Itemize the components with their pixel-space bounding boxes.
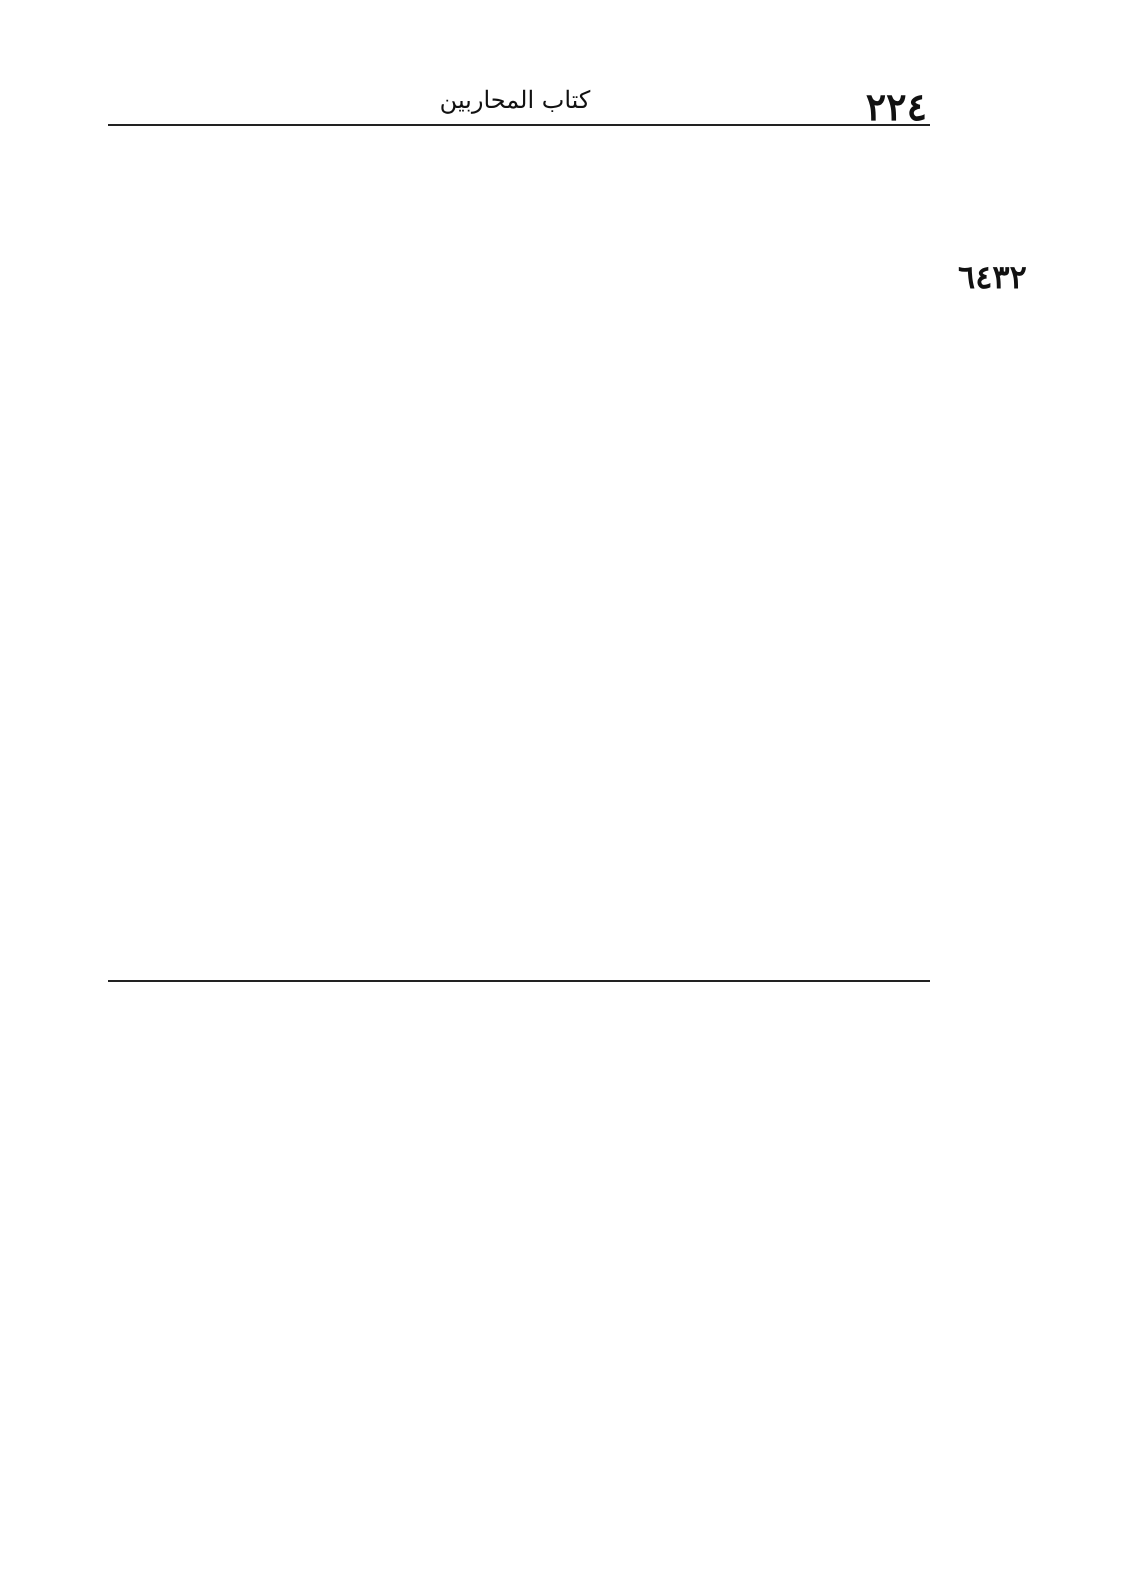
header-rule — [108, 124, 930, 126]
hadith-number: ٦٤٣٢ — [958, 258, 1027, 296]
page-number: ٢٢٤ — [865, 84, 927, 129]
footnote-rule — [108, 980, 930, 982]
running-title: كتاب المحاربين — [439, 86, 591, 114]
